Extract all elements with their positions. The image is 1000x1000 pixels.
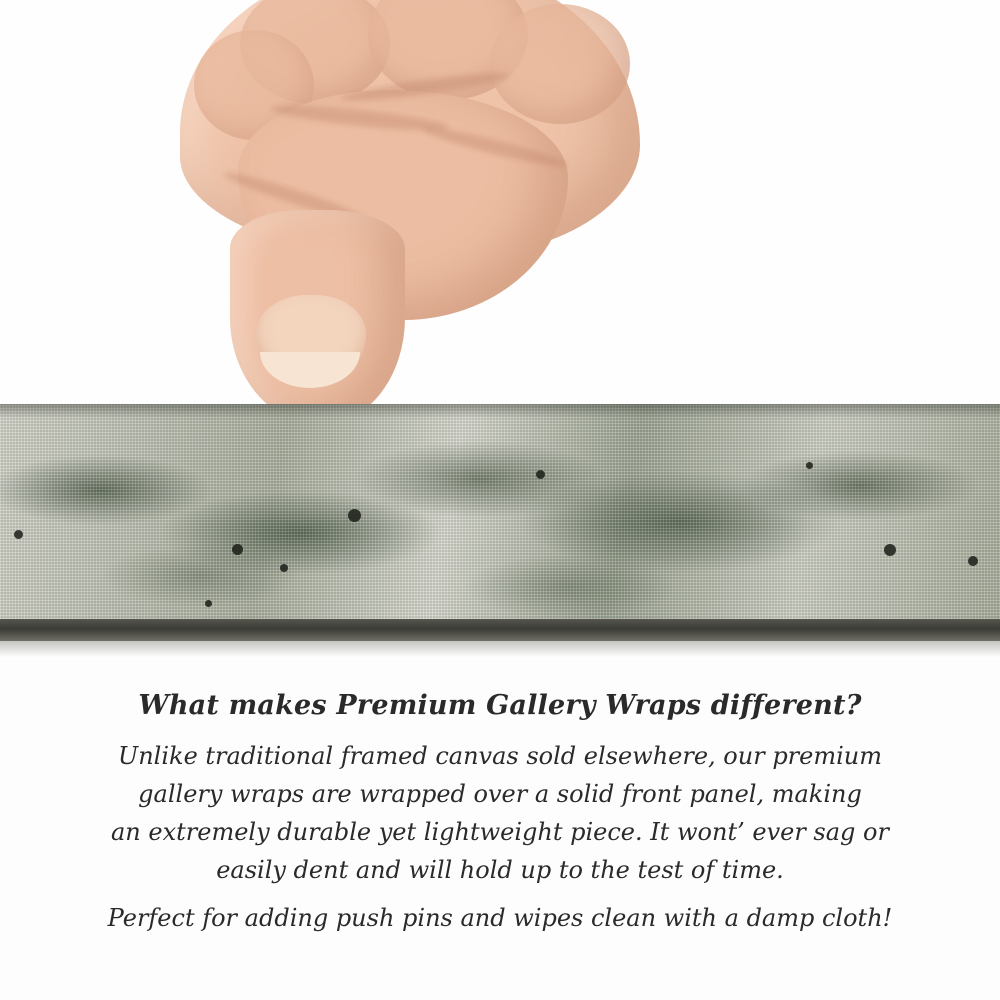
paint-speck <box>884 544 896 556</box>
canvas-drop-shadow <box>0 641 1000 657</box>
paint-speck <box>232 544 243 555</box>
caption-block <box>0 690 1000 937</box>
caption-headline: What makes Premium Gallery Wraps different? <box>138 690 862 721</box>
paint-speck <box>205 600 212 607</box>
canvas-weave-texture <box>0 404 1000 619</box>
caption-line: easily dent and will hold up to the test of time. <box>216 856 784 884</box>
canvas-wrap-edge <box>0 404 1000 619</box>
hand-pressing-finger <box>120 0 680 430</box>
canvas-backing-edge <box>0 619 1000 641</box>
caption-line: Unlike traditional framed canvas sold elsewhere, our premium <box>117 742 882 770</box>
paint-speck <box>14 530 23 539</box>
paint-speck <box>806 462 813 469</box>
paint-speck <box>536 470 545 479</box>
paint-speck <box>280 564 288 572</box>
caption-line: gallery wraps are wrapped over a solid front panel, making <box>138 780 862 808</box>
knuckle-3 <box>490 4 630 124</box>
caption-closing-line: Perfect for adding push pins and wipes clean with a damp cloth! <box>107 904 893 932</box>
paint-speck <box>348 509 361 522</box>
paint-speck <box>968 556 978 566</box>
canvas-top-shadow <box>0 404 1000 418</box>
caption-line: an extremely durable yet lightweight piece. It wont’ ever sag or <box>111 818 889 846</box>
